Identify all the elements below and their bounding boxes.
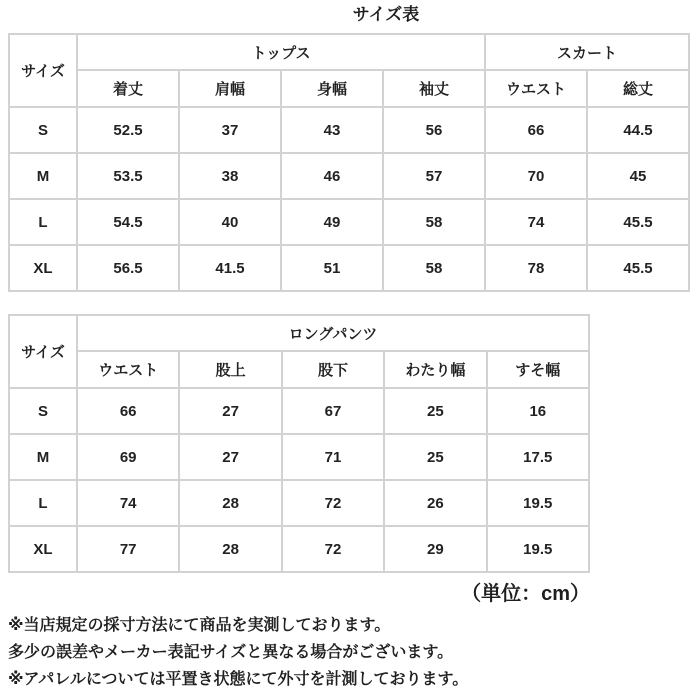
value-cell: 27 bbox=[179, 434, 281, 480]
table-row-M bbox=[9, 434, 589, 480]
value-cell: 19.5 bbox=[487, 526, 589, 572]
value-cell: 69 bbox=[77, 434, 179, 480]
column-header: 身幅 bbox=[281, 70, 383, 107]
tops-skirt-table-header bbox=[9, 34, 689, 107]
unit-note: （単位：cm） bbox=[461, 583, 590, 605]
size-cell: XL bbox=[9, 526, 77, 572]
value-cell: 77 bbox=[77, 526, 179, 572]
size-cell: S bbox=[9, 388, 77, 434]
value-cell: 78 bbox=[485, 245, 587, 291]
size-column-header: サイズ bbox=[9, 315, 77, 388]
value-cell: 16 bbox=[487, 388, 589, 434]
size-cell: L bbox=[9, 480, 77, 526]
value-cell: 53.5 bbox=[77, 153, 179, 199]
note-line-2: 多少の誤差やメーカー表記サイズと異なる場合がございます。 bbox=[8, 644, 454, 661]
value-cell: 41.5 bbox=[179, 245, 281, 291]
column-header: ウエスト bbox=[77, 351, 179, 388]
note-line-3: ※アパレルについては平置き状態にて外寸を計測しております。 bbox=[8, 671, 469, 688]
long-pants-table-header bbox=[9, 315, 589, 388]
size-cell: XL bbox=[9, 245, 77, 291]
value-cell: 67 bbox=[282, 388, 384, 434]
value-cell: 45.5 bbox=[587, 199, 689, 245]
value-cell: 27 bbox=[179, 388, 281, 434]
value-cell: 70 bbox=[485, 153, 587, 199]
value-cell: 74 bbox=[485, 199, 587, 245]
value-cell: 28 bbox=[179, 480, 281, 526]
column-header: 着丈 bbox=[77, 70, 179, 107]
column-header: わたり幅 bbox=[384, 351, 486, 388]
value-cell: 40 bbox=[179, 199, 281, 245]
long-pants-table-body bbox=[9, 388, 589, 572]
value-cell: 49 bbox=[281, 199, 383, 245]
column-header: 肩幅 bbox=[179, 70, 281, 107]
value-cell: 45.5 bbox=[587, 245, 689, 291]
column-header: 総丈 bbox=[587, 70, 689, 107]
value-cell: 72 bbox=[282, 480, 384, 526]
value-cell: 26 bbox=[384, 480, 486, 526]
tops-skirt-table bbox=[8, 33, 690, 292]
value-cell: 19.5 bbox=[487, 480, 589, 526]
value-cell: 56.5 bbox=[77, 245, 179, 291]
value-cell: 43 bbox=[281, 107, 383, 153]
table-row-XL bbox=[9, 526, 589, 572]
value-cell: 52.5 bbox=[77, 107, 179, 153]
value-cell: 28 bbox=[179, 526, 281, 572]
table-row-S bbox=[9, 388, 589, 434]
value-cell: 17.5 bbox=[487, 434, 589, 480]
value-cell: 44.5 bbox=[587, 107, 689, 153]
value-cell: 74 bbox=[77, 480, 179, 526]
group-header-トップス: トップス bbox=[77, 34, 485, 70]
table-row-L bbox=[9, 480, 589, 526]
value-cell: 58 bbox=[383, 199, 485, 245]
value-cell: 29 bbox=[384, 526, 486, 572]
tops-skirt-table-body bbox=[9, 107, 689, 291]
size-cell: L bbox=[9, 199, 77, 245]
size-cell: S bbox=[9, 107, 77, 153]
value-cell: 25 bbox=[384, 388, 486, 434]
table-row-S bbox=[9, 107, 689, 153]
value-cell: 71 bbox=[282, 434, 384, 480]
value-cell: 58 bbox=[383, 245, 485, 291]
table-row-L bbox=[9, 199, 689, 245]
value-cell: 66 bbox=[485, 107, 587, 153]
column-header: ウエスト bbox=[485, 70, 587, 107]
value-cell: 45 bbox=[587, 153, 689, 199]
value-cell: 38 bbox=[179, 153, 281, 199]
note-line-1: ※当店規定の採寸方法にて商品を実測しております。 bbox=[8, 617, 391, 634]
size-cell: M bbox=[9, 434, 77, 480]
column-header: すそ幅 bbox=[487, 351, 589, 388]
table-row-M bbox=[9, 153, 689, 199]
column-header: 股下 bbox=[282, 351, 384, 388]
value-cell: 37 bbox=[179, 107, 281, 153]
measurement-notes bbox=[8, 612, 700, 693]
value-cell: 46 bbox=[281, 153, 383, 199]
value-cell: 25 bbox=[384, 434, 486, 480]
table-row-XL bbox=[9, 245, 689, 291]
group-header-ロングパンツ: ロングパンツ bbox=[77, 315, 589, 351]
value-cell: 56 bbox=[383, 107, 485, 153]
column-header: 袖丈 bbox=[383, 70, 485, 107]
value-cell: 66 bbox=[77, 388, 179, 434]
long-pants-table bbox=[8, 314, 590, 573]
value-cell: 57 bbox=[383, 153, 485, 199]
size-column-header: サイズ bbox=[9, 34, 77, 107]
size-cell: M bbox=[9, 153, 77, 199]
group-header-スカート: スカート bbox=[485, 34, 689, 70]
value-cell: 72 bbox=[282, 526, 384, 572]
page-title: サイズ表 bbox=[352, 5, 420, 24]
value-cell: 54.5 bbox=[77, 199, 179, 245]
column-header: 股上 bbox=[179, 351, 281, 388]
value-cell: 51 bbox=[281, 245, 383, 291]
